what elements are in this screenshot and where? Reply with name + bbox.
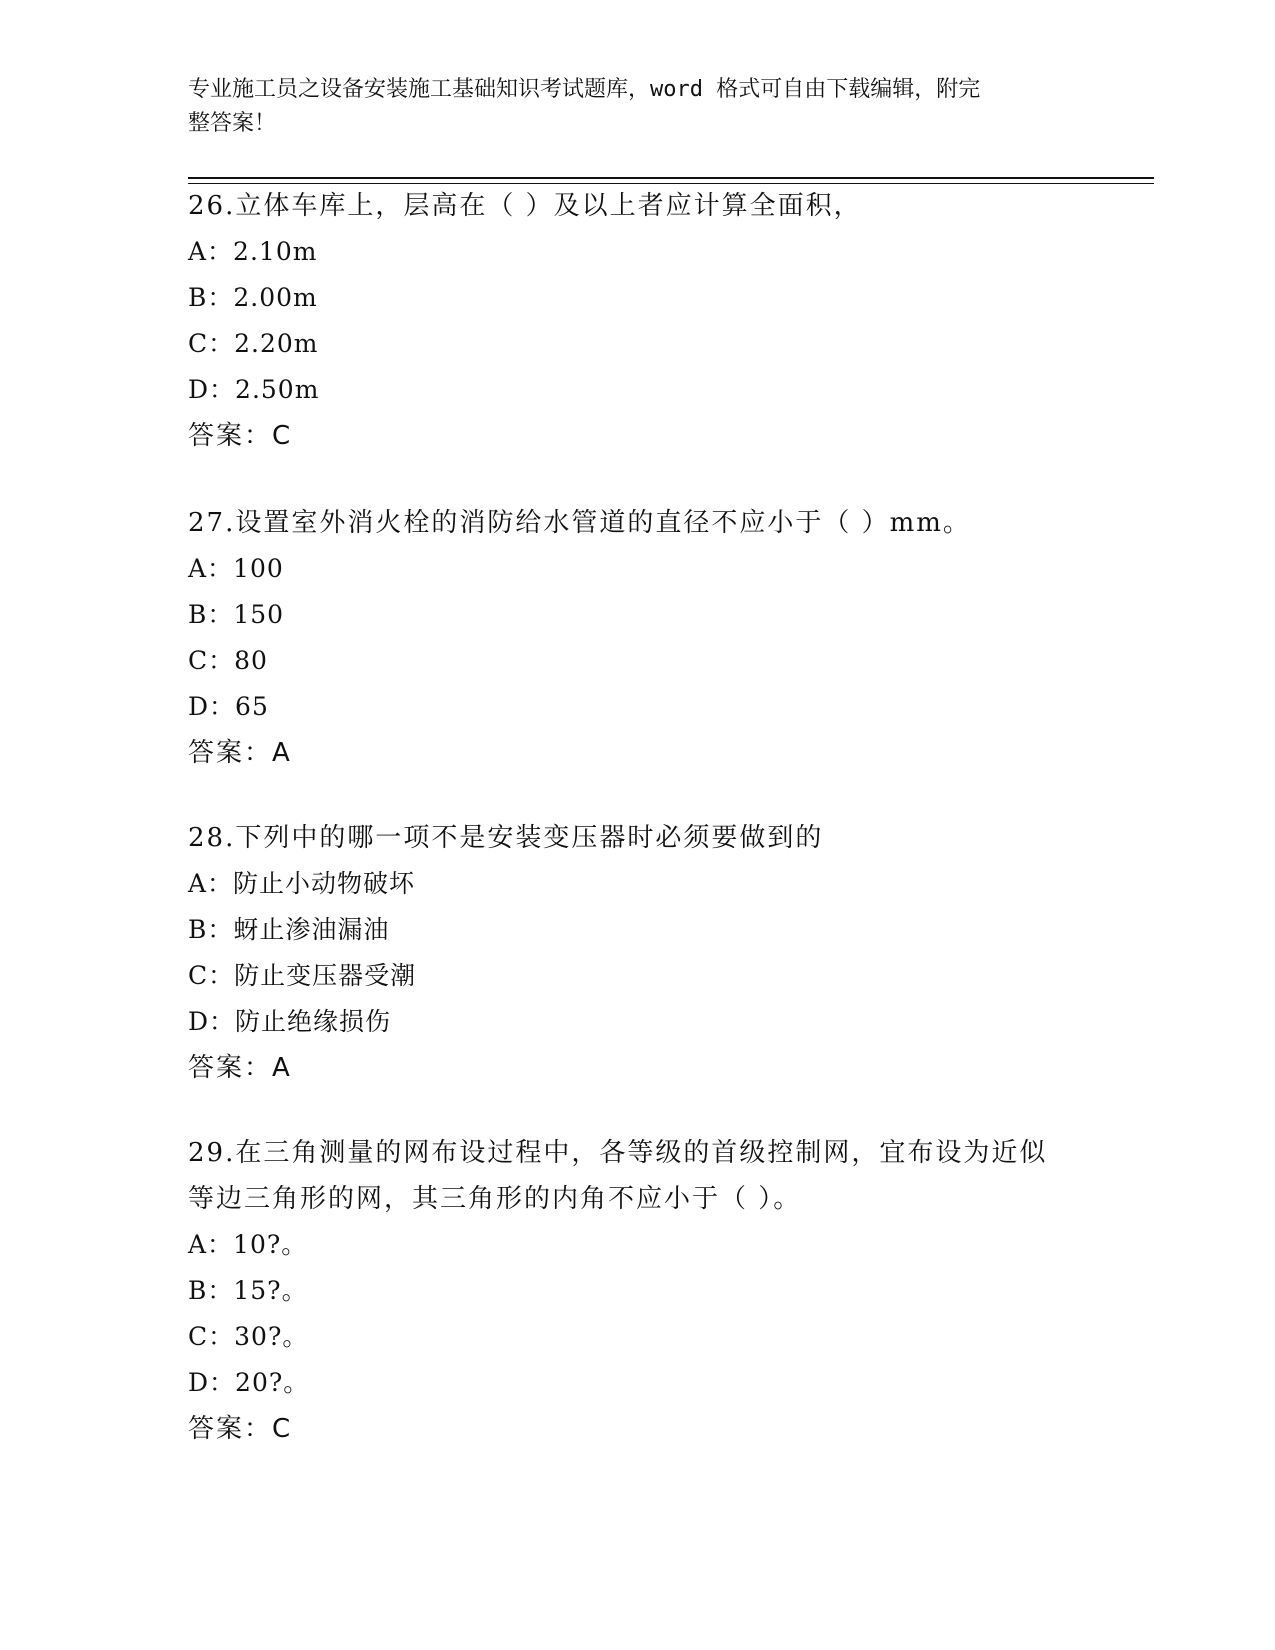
header-line-1: 专业施工员之设备安装施工基础知识考试题库，word 格式可自由下载编辑，附完: [188, 77, 981, 102]
answer: 答案：A: [188, 1053, 292, 1083]
answer: 答案：C: [188, 421, 293, 451]
option-b: B：150: [188, 600, 285, 629]
option-a: A：10?。: [188, 1230, 308, 1259]
option-b: B：2.00m: [188, 283, 318, 312]
question-stem: 26.立体车库上，层高在（ ）及以上者应计算全面积，: [188, 191, 862, 221]
question-26: [188, 183, 1088, 459]
question-27: [188, 500, 1088, 776]
option-a: A：2.10m: [188, 237, 318, 266]
option-b: B：15?。: [188, 1276, 308, 1305]
option-b: B：蚜止渗油漏油: [188, 915, 390, 944]
option-d: D：20?。: [188, 1368, 310, 1397]
answer: 答案：C: [188, 1414, 293, 1444]
option-a: A：防止小动物破坏: [188, 869, 416, 898]
option-d: D：防止绝缘损伤: [188, 1007, 392, 1036]
question-stem: 28.下列中的哪一项不是安装变压器时必须要做到的: [188, 823, 824, 853]
document-header: [188, 73, 1088, 141]
option-c: C：2.20m: [188, 329, 319, 358]
header-divider-thick: [188, 177, 1154, 179]
question-stem-line-1: 29.在三角测量的网布设过程中，各等级的首级控制网，宜布设为近似: [188, 1138, 1048, 1168]
question-stem-line-2: 等边三角形的网，其三角形的内角不应小于（ ）。: [188, 1184, 802, 1214]
option-d: D：2.50m: [188, 375, 320, 404]
question-29: [188, 1130, 1088, 1452]
answer: 答案：A: [188, 738, 292, 768]
question-stem: 27.设置室外消火栓的消防给水管道的直径不应小于（ ）mm。: [188, 508, 971, 538]
question-28: [188, 815, 1088, 1091]
option-c: C：30?。: [188, 1322, 309, 1351]
option-d: D：65: [188, 692, 269, 721]
header-line-2: 整答案！: [188, 111, 277, 136]
option-a: A：100: [188, 554, 284, 583]
option-c: C：80: [188, 646, 268, 675]
option-c: C：防止变压器受潮: [188, 961, 417, 990]
